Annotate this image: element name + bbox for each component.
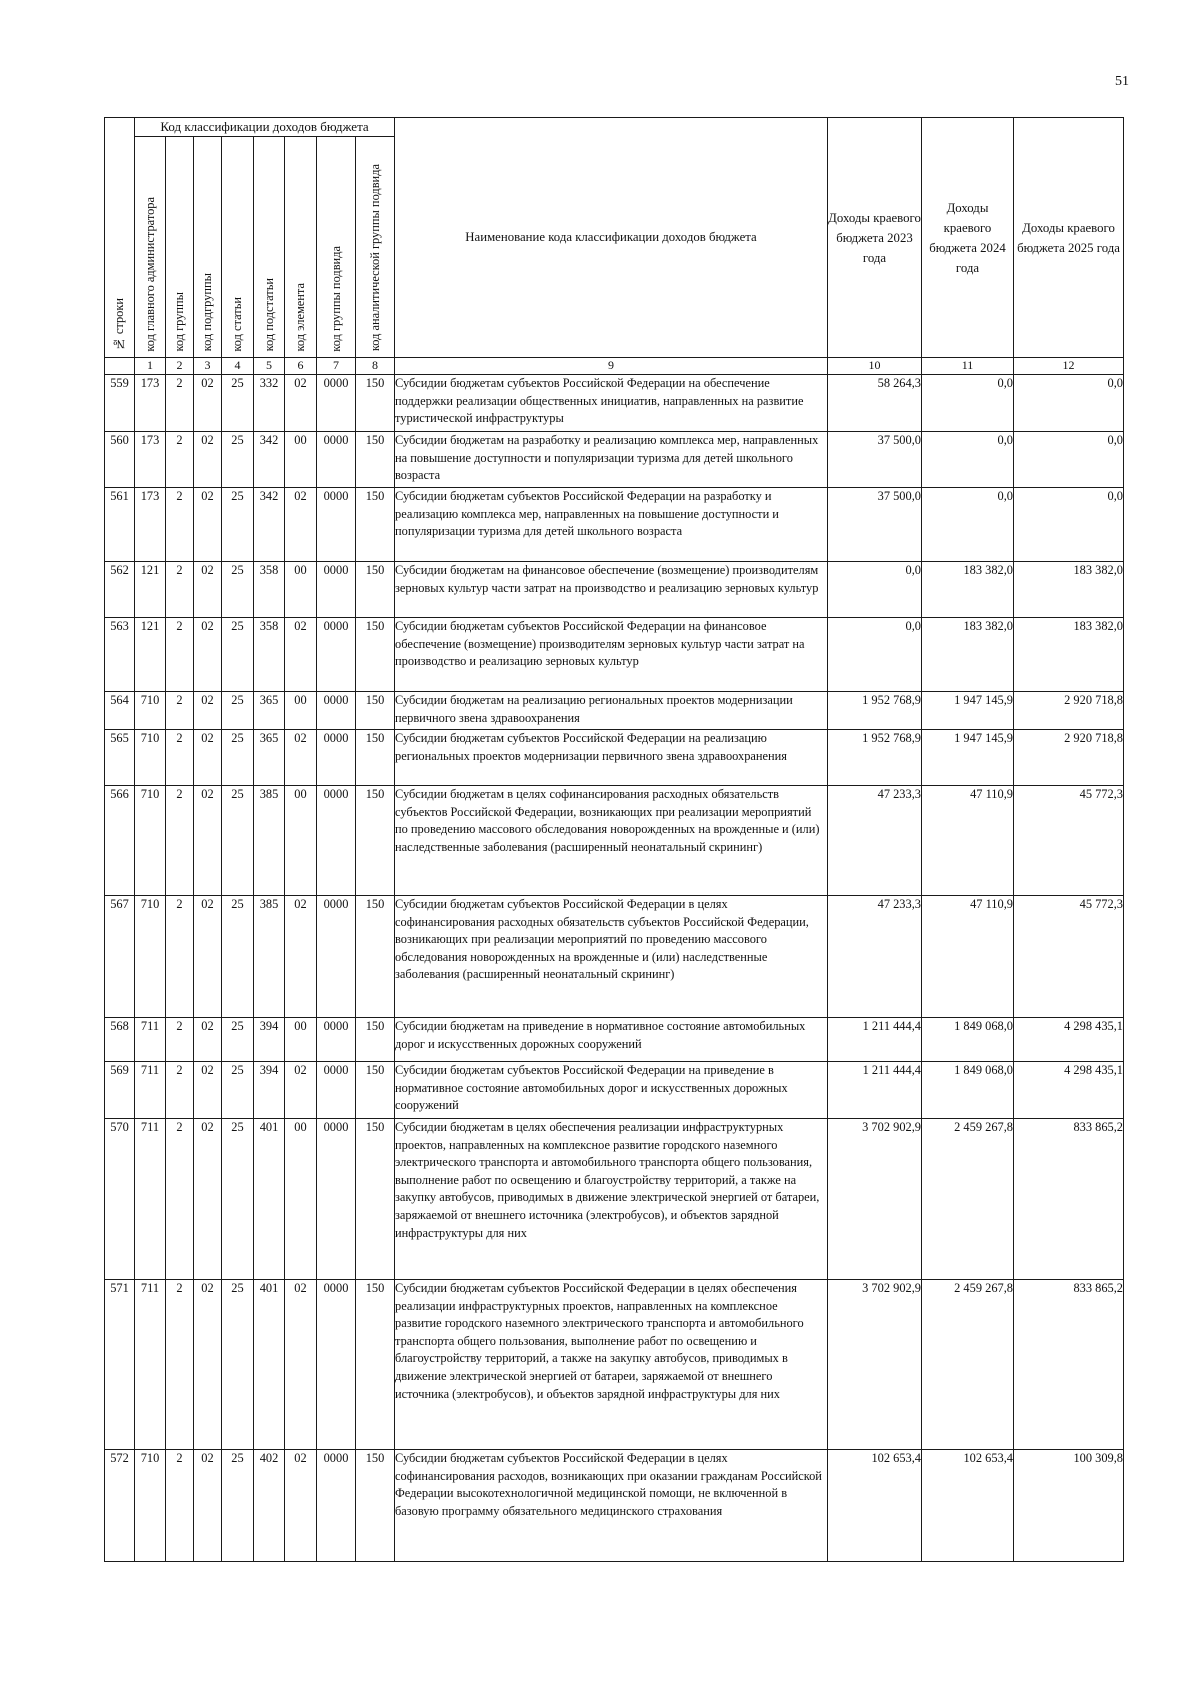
header-income-2025: Доходы краевого бюджета 2025 года <box>1014 118 1124 358</box>
code-article: 25 <box>222 562 254 618</box>
code-group: 2 <box>166 1280 194 1450</box>
code-group: 2 <box>166 618 194 692</box>
code-element: 00 <box>285 432 317 488</box>
header-code-subtype-group: код группы подвида <box>317 137 356 358</box>
code-group: 2 <box>166 896 194 1018</box>
income-name: Субсидии бюджетам субъектов Российской Федерации на приведение в нормативное состояние автомобильных дорог и искусственных дорожных сооружений <box>395 1062 828 1119</box>
col-number: 10 <box>828 358 922 375</box>
code-analytic-group: 150 <box>356 1119 395 1280</box>
income-name: Субсидии бюджетам в целях софинансирования расходных обязательств субъектов Российской Федерации, возникающих при реализации мероприятий по проведению массового обследования новорожденных на врожденные и (или) наследственные заболевания (расширенный неонатальный скрининг) <box>395 786 828 896</box>
table-row <box>105 488 1124 562</box>
row-number: 568 <box>105 1018 135 1062</box>
col-number: 5 <box>254 358 285 375</box>
income-name: Субсидии бюджетам субъектов Российской Федерации на обеспечение поддержки реализации общественных инициатив, направленных на развитие туристической инфраструктуры <box>395 375 828 432</box>
col-number: 6 <box>285 358 317 375</box>
code-subarticle: 402 <box>254 1450 285 1562</box>
income-name: Субсидии бюджетам субъектов Российской Федерации в целях обеспечения реализации инфраструктурных проектов, направленных на комплексное развитие городского наземного электрического транспорта и автомобильного транспорта общего пользования, выполнение работ по освещению и благоустройству территорий, а также на закупку автобусов, приводимых в движение электрической энергией от батареи, заряжаемой от внешнего источника (электробусов), и объектов зарядной инфраструктуры для них <box>395 1280 828 1450</box>
income-2025: 45 772,3 <box>1014 896 1124 1018</box>
code-admin: 711 <box>135 1119 166 1280</box>
income-2024: 0,0 <box>922 432 1014 488</box>
code-subtype-group: 0000 <box>317 896 356 1018</box>
income-2024: 102 653,4 <box>922 1450 1014 1562</box>
code-analytic-group: 150 <box>356 1018 395 1062</box>
income-2025: 2 920 718,8 <box>1014 692 1124 730</box>
code-analytic-group: 150 <box>356 1280 395 1450</box>
code-element: 02 <box>285 1280 317 1450</box>
header-code-article: код статьи <box>222 137 254 358</box>
code-admin: 710 <box>135 786 166 896</box>
code-subarticle: 332 <box>254 375 285 432</box>
income-2025: 100 309,8 <box>1014 1450 1124 1562</box>
code-subarticle: 365 <box>254 730 285 786</box>
col-number: 11 <box>922 358 1014 375</box>
code-subarticle: 358 <box>254 618 285 692</box>
income-2025: 0,0 <box>1014 375 1124 432</box>
code-subtype-group: 0000 <box>317 1062 356 1119</box>
income-2023: 37 500,0 <box>828 432 922 488</box>
code-subgroup: 02 <box>194 562 222 618</box>
income-2023: 47 233,3 <box>828 786 922 896</box>
code-element: 02 <box>285 730 317 786</box>
table-row <box>105 618 1124 692</box>
income-2023: 0,0 <box>828 618 922 692</box>
income-2024: 0,0 <box>922 488 1014 562</box>
header-code-subarticle: код подстатьи <box>254 137 285 358</box>
code-article: 25 <box>222 1280 254 1450</box>
income-2023: 3 702 902,9 <box>828 1280 922 1450</box>
income-2023: 3 702 902,9 <box>828 1119 922 1280</box>
code-subarticle: 394 <box>254 1062 285 1119</box>
code-article: 25 <box>222 432 254 488</box>
code-subgroup: 02 <box>194 1062 222 1119</box>
col-number: 4 <box>222 358 254 375</box>
code-analytic-group: 150 <box>356 618 395 692</box>
code-analytic-group: 150 <box>356 692 395 730</box>
code-group: 2 <box>166 692 194 730</box>
code-element: 00 <box>285 1018 317 1062</box>
income-name: Субсидии бюджетам в целях обеспечения реализации инфраструктурных проектов, направленных на комплексное развитие городского наземного электрического транспорта и автомобильного транспорта общего пользования, выполнение работ по освещению и благоустройству территорий, а также на закупку автобусов, приводимых в движение электрической энергией от батареи, заряжаемой от внешнего источника (электробусов), и объектов зарядной инфраструктуры для них <box>395 1119 828 1280</box>
income-name: Субсидии бюджетам субъектов Российской Федерации в целях софинансирования расходов, возникающих при оказании гражданам Российской Федерации высокотехнологичной медицинской помощи, не включенной в базовую программу обязательного медицинского страхования <box>395 1450 828 1562</box>
income-2023: 1 211 444,4 <box>828 1062 922 1119</box>
code-analytic-group: 150 <box>356 1450 395 1562</box>
code-subtype-group: 0000 <box>317 730 356 786</box>
income-2024: 2 459 267,8 <box>922 1119 1014 1280</box>
code-group: 2 <box>166 1018 194 1062</box>
header-code-group: код группы <box>166 137 194 358</box>
table-row <box>105 786 1124 896</box>
col-number: 1 <box>135 358 166 375</box>
income-2023: 1 952 768,9 <box>828 692 922 730</box>
income-2025: 45 772,3 <box>1014 786 1124 896</box>
code-subtype-group: 0000 <box>317 692 356 730</box>
income-name: Субсидии бюджетам на реализацию региональных проектов модернизации первичного звена здравоохранения <box>395 692 828 730</box>
income-2024: 0,0 <box>922 375 1014 432</box>
code-element: 02 <box>285 1450 317 1562</box>
code-analytic-group: 150 <box>356 432 395 488</box>
income-2025: 4 298 435,1 <box>1014 1062 1124 1119</box>
code-subarticle: 365 <box>254 692 285 730</box>
column-number-row <box>105 358 1124 375</box>
income-2024: 1 947 145,9 <box>922 692 1014 730</box>
header-code-element: код элемента <box>285 137 317 358</box>
income-name: Субсидии бюджетам на разработку и реализацию комплекса мер, направленных на повышение доступности и популяризации туризма для детей школьного возраста <box>395 432 828 488</box>
income-2024: 47 110,9 <box>922 896 1014 1018</box>
code-article: 25 <box>222 1450 254 1562</box>
code-subarticle: 401 <box>254 1119 285 1280</box>
code-subgroup: 02 <box>194 1018 222 1062</box>
col-number: 9 <box>395 358 828 375</box>
code-subarticle: 385 <box>254 896 285 1018</box>
code-subgroup: 02 <box>194 1280 222 1450</box>
row-number: 570 <box>105 1119 135 1280</box>
row-number: 566 <box>105 786 135 896</box>
code-subgroup: 02 <box>194 432 222 488</box>
code-element: 00 <box>285 562 317 618</box>
code-subtype-group: 0000 <box>317 1450 356 1562</box>
income-2024: 47 110,9 <box>922 786 1014 896</box>
code-subgroup: 02 <box>194 618 222 692</box>
code-article: 25 <box>222 1119 254 1280</box>
code-analytic-group: 150 <box>356 730 395 786</box>
income-2025: 833 865,2 <box>1014 1280 1124 1450</box>
budget-income-table <box>104 117 1124 1562</box>
row-number: 571 <box>105 1280 135 1450</box>
income-name: Субсидии бюджетам на приведение в нормативное состояние автомобильных дорог и искусственных дорожных сооружений <box>395 1018 828 1062</box>
code-article: 25 <box>222 896 254 1018</box>
table-row <box>105 1119 1124 1280</box>
table-row <box>105 1062 1124 1119</box>
code-element: 00 <box>285 692 317 730</box>
code-admin: 121 <box>135 618 166 692</box>
code-admin: 173 <box>135 375 166 432</box>
code-subgroup: 02 <box>194 1450 222 1562</box>
row-number: 563 <box>105 618 135 692</box>
code-admin: 710 <box>135 896 166 1018</box>
code-article: 25 <box>222 730 254 786</box>
code-admin: 121 <box>135 562 166 618</box>
income-2023: 47 233,3 <box>828 896 922 1018</box>
table-header <box>105 118 1124 375</box>
header-code-subgroup: код подгруппы <box>194 137 222 358</box>
code-group: 2 <box>166 730 194 786</box>
code-subtype-group: 0000 <box>317 432 356 488</box>
income-2024: 183 382,0 <box>922 618 1014 692</box>
code-subtype-group: 0000 <box>317 562 356 618</box>
code-subgroup: 02 <box>194 488 222 562</box>
code-subtype-group: 0000 <box>317 1119 356 1280</box>
table-row <box>105 730 1124 786</box>
code-article: 25 <box>222 692 254 730</box>
income-2023: 1 952 768,9 <box>828 730 922 786</box>
row-number: 569 <box>105 1062 135 1119</box>
code-group: 2 <box>166 1062 194 1119</box>
code-subtype-group: 0000 <box>317 1280 356 1450</box>
code-admin: 173 <box>135 488 166 562</box>
code-article: 25 <box>222 375 254 432</box>
table-row <box>105 432 1124 488</box>
code-group: 2 <box>166 1450 194 1562</box>
header-income-2023: Доходы краевого бюджета 2023 года <box>828 118 922 358</box>
income-2024: 1 947 145,9 <box>922 730 1014 786</box>
income-2023: 1 211 444,4 <box>828 1018 922 1062</box>
income-2025: 183 382,0 <box>1014 618 1124 692</box>
code-admin: 710 <box>135 730 166 786</box>
row-number: 561 <box>105 488 135 562</box>
table-body <box>105 375 1124 1562</box>
code-admin: 710 <box>135 692 166 730</box>
code-article: 25 <box>222 618 254 692</box>
header-code-analytic-group: код аналитической группы подвида <box>356 137 395 358</box>
code-analytic-group: 150 <box>356 488 395 562</box>
income-2024: 183 382,0 <box>922 562 1014 618</box>
income-name: Субсидии бюджетам субъектов Российской Федерации на реализацию региональных проектов модернизации первичного звена здравоохранения <box>395 730 828 786</box>
code-subgroup: 02 <box>194 786 222 896</box>
col-number: 3 <box>194 358 222 375</box>
code-analytic-group: 150 <box>356 375 395 432</box>
code-group: 2 <box>166 786 194 896</box>
code-subgroup: 02 <box>194 896 222 1018</box>
row-number: 565 <box>105 730 135 786</box>
table-row <box>105 1450 1124 1562</box>
col-number: 7 <box>317 358 356 375</box>
code-admin: 711 <box>135 1062 166 1119</box>
income-2024: 1 849 068,0 <box>922 1018 1014 1062</box>
code-subgroup: 02 <box>194 730 222 786</box>
code-analytic-group: 150 <box>356 562 395 618</box>
col-number: 12 <box>1014 358 1124 375</box>
code-subtype-group: 0000 <box>317 375 356 432</box>
header-code-admin: код главного администратора <box>135 137 166 358</box>
row-number: 562 <box>105 562 135 618</box>
code-subtype-group: 0000 <box>317 1018 356 1062</box>
code-group: 2 <box>166 375 194 432</box>
income-2023: 37 500,0 <box>828 488 922 562</box>
col-number: 8 <box>356 358 395 375</box>
code-subtype-group: 0000 <box>317 786 356 896</box>
code-analytic-group: 150 <box>356 896 395 1018</box>
table-row <box>105 375 1124 432</box>
code-subarticle: 342 <box>254 488 285 562</box>
row-number: 559 <box>105 375 135 432</box>
code-group: 2 <box>166 562 194 618</box>
code-group: 2 <box>166 432 194 488</box>
table-row <box>105 1280 1124 1450</box>
row-number: 572 <box>105 1450 135 1562</box>
header-name: Наименование кода классификации доходов бюджета <box>395 118 828 358</box>
code-subarticle: 385 <box>254 786 285 896</box>
code-element: 02 <box>285 896 317 1018</box>
code-admin: 711 <box>135 1280 166 1450</box>
code-analytic-group: 150 <box>356 786 395 896</box>
code-element: 02 <box>285 375 317 432</box>
code-element: 02 <box>285 488 317 562</box>
income-name: Субсидии бюджетам субъектов Российской Федерации на финансовое обеспечение (возмещение) производителям зерновых культур части затрат на производство и реализацию зерновых культур <box>395 618 828 692</box>
code-group: 2 <box>166 1119 194 1280</box>
row-number: 564 <box>105 692 135 730</box>
income-2025: 183 382,0 <box>1014 562 1124 618</box>
code-subarticle: 394 <box>254 1018 285 1062</box>
income-2025: 4 298 435,1 <box>1014 1018 1124 1062</box>
income-2024: 1 849 068,0 <box>922 1062 1014 1119</box>
col-number: 2 <box>166 358 194 375</box>
table-row <box>105 896 1124 1018</box>
table-row <box>105 1018 1124 1062</box>
row-number: 567 <box>105 896 135 1018</box>
income-2023: 58 264,3 <box>828 375 922 432</box>
row-number: 560 <box>105 432 135 488</box>
code-element: 00 <box>285 786 317 896</box>
income-2025: 833 865,2 <box>1014 1119 1124 1280</box>
income-2023: 102 653,4 <box>828 1450 922 1562</box>
code-subtype-group: 0000 <box>317 618 356 692</box>
code-subarticle: 342 <box>254 432 285 488</box>
code-article: 25 <box>222 786 254 896</box>
header-row-number: № строки <box>105 118 135 358</box>
code-subgroup: 02 <box>194 375 222 432</box>
code-article: 25 <box>222 1018 254 1062</box>
code-subgroup: 02 <box>194 1119 222 1280</box>
code-admin: 711 <box>135 1018 166 1062</box>
income-2023: 0,0 <box>828 562 922 618</box>
page-number: 51 <box>1115 74 1129 89</box>
code-admin: 710 <box>135 1450 166 1562</box>
income-name: Субсидии бюджетам на финансовое обеспечение (возмещение) производителям зерновых культур части затрат на производство и реализацию зерновых культур <box>395 562 828 618</box>
code-subgroup: 02 <box>194 692 222 730</box>
code-group: 2 <box>166 488 194 562</box>
code-element: 00 <box>285 1119 317 1280</box>
code-subarticle: 358 <box>254 562 285 618</box>
header-income-2024: Доходы краевого бюджета 2024 года <box>922 118 1014 358</box>
table-row <box>105 692 1124 730</box>
code-article: 25 <box>222 488 254 562</box>
income-2024: 2 459 267,8 <box>922 1280 1014 1450</box>
code-subarticle: 401 <box>254 1280 285 1450</box>
code-element: 02 <box>285 618 317 692</box>
code-analytic-group: 150 <box>356 1062 395 1119</box>
code-subtype-group: 0000 <box>317 488 356 562</box>
income-name: Субсидии бюджетам субъектов Российской Федерации на разработку и реализацию комплекса мер, направленных на повышение доступности и популяризации туризма для детей школьного возраста <box>395 488 828 562</box>
income-2025: 0,0 <box>1014 488 1124 562</box>
code-admin: 173 <box>135 432 166 488</box>
table-row <box>105 562 1124 618</box>
income-name: Субсидии бюджетам субъектов Российской Федерации в целях софинансирования расходных обязательств субъектов Российской Федерации, возникающих при реализации мероприятий по проведению массового обследования новорожденных на врожденные и (или) наследственные заболевания (расширенный неонатальный скрининг) <box>395 896 828 1018</box>
code-element: 02 <box>285 1062 317 1119</box>
code-article: 25 <box>222 1062 254 1119</box>
income-2025: 0,0 <box>1014 432 1124 488</box>
income-2025: 2 920 718,8 <box>1014 730 1124 786</box>
header-classification-group: Код классификации доходов бюджета <box>135 118 395 137</box>
